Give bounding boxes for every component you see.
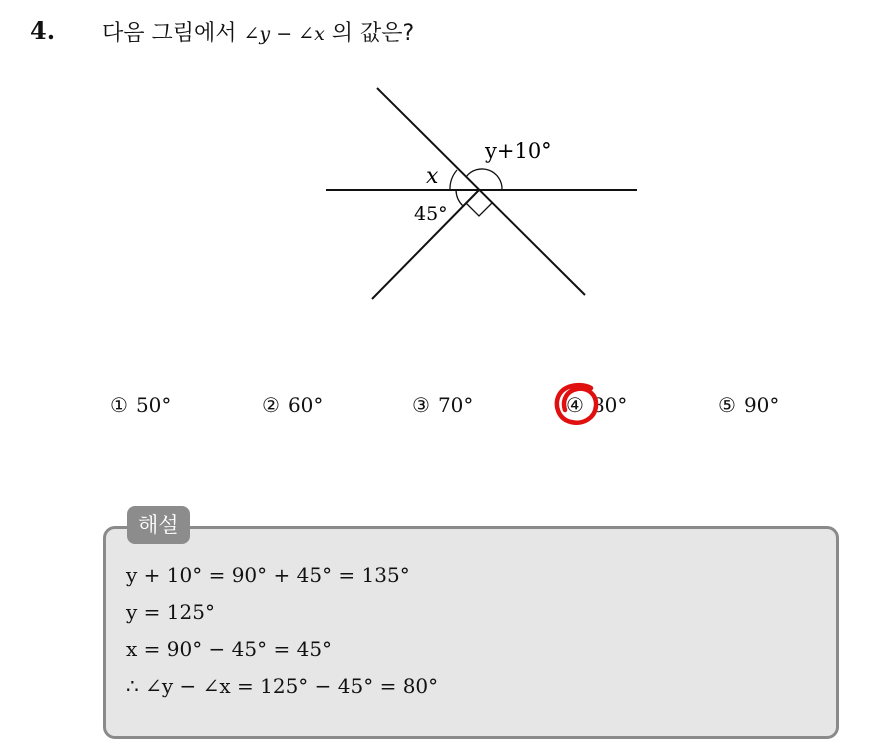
solution-line-1: y + 10° = 90° + 45° = 135°: [126, 563, 410, 587]
label-45: 45°: [414, 203, 448, 225]
solution-line-4: ∴ ∠y − ∠x = 125° − 45° = 80°: [126, 674, 439, 698]
question-number: 4.: [30, 16, 56, 45]
solution-box: [103, 526, 839, 739]
choice-2[interactable]: [262, 393, 323, 417]
choice-number: ②: [262, 393, 280, 417]
choice-value: 70°: [437, 393, 474, 417]
choice-number: ③: [412, 393, 430, 417]
red-circle-stroke: [557, 385, 596, 423]
answer-choices: [0, 393, 884, 425]
choice-value: 80°: [591, 393, 628, 417]
answer-circle-mark: [553, 381, 603, 429]
solution-line-2: y = 125°: [126, 600, 215, 624]
angle-y-arc: [466, 169, 502, 190]
choice-3[interactable]: [412, 393, 473, 417]
choice-1[interactable]: [110, 393, 171, 417]
solution-tag: 해설: [127, 506, 190, 544]
solution-line-3: x = 90° − 45° = 45°: [126, 637, 333, 661]
choice-value: 90°: [743, 393, 780, 417]
angle-x-arc: [450, 170, 457, 190]
choice-number: ⑤: [718, 393, 736, 417]
question-text-before: 다음 그림에서: [102, 21, 244, 46]
choice-number: ④: [566, 393, 584, 417]
choice-5[interactable]: [718, 393, 779, 417]
label-y-plus-10: y+10°: [485, 139, 552, 163]
question-text-after: 의 값은?: [324, 21, 415, 46]
label-x: x: [426, 164, 439, 189]
choice-number: ①: [110, 393, 128, 417]
choice-value: 60°: [287, 393, 324, 417]
diagonal-line-down: [377, 88, 585, 295]
right-angle-mark: [466, 203, 492, 216]
angle-45-arc: [456, 190, 463, 206]
question-expression: ∠y − ∠x: [243, 23, 325, 45]
choice-value: 50°: [135, 393, 172, 417]
